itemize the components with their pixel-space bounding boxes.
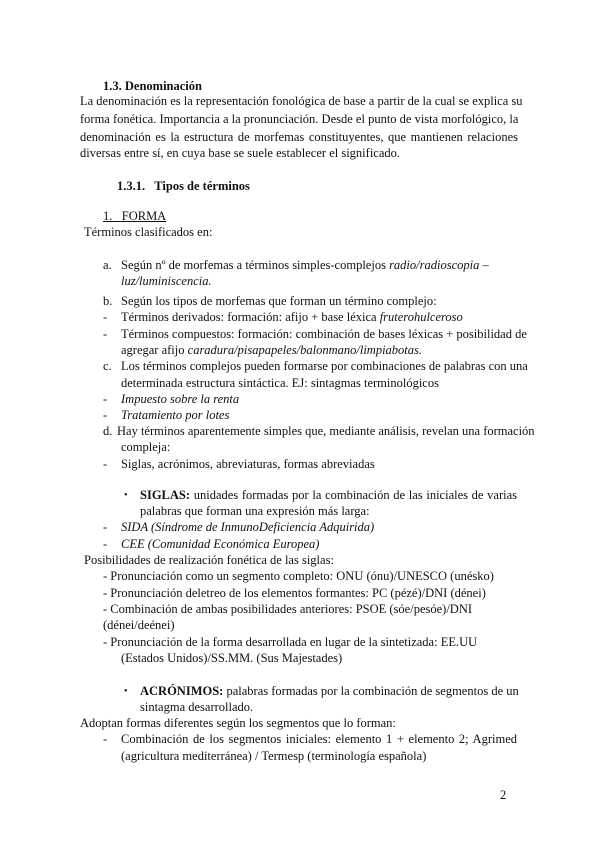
- acronimos-label: ACRÓNIMOS:: [140, 684, 224, 698]
- item-b2-cont: [121, 343, 422, 358]
- item-d-marker: d.: [103, 424, 113, 438]
- siglas-text: unidades formadas por la combinación de las iniciales de varias: [193, 488, 518, 502]
- item-c-example-1: Impuesto sobre la renta: [121, 392, 240, 406]
- dash: -: [103, 732, 108, 746]
- dash: -: [103, 408, 108, 422]
- siglas-example-1: SIDA (Síndrome de InmunoDeficiencia Adquirida): [121, 520, 375, 534]
- siglas-posibilidad-4: - Pronunciación de la forma desarrollada en lugar de la sintetizada: EE.UU: [103, 635, 478, 649]
- dash: -: [103, 520, 108, 534]
- item-b-text: Según los tipos de morfemas que forman un término complejo:: [121, 294, 437, 308]
- siglas-posibilidad-4-cont: (Estados Unidos)/SS.MM. (Sus Majestades): [121, 651, 343, 665]
- siglas-posibilidad-1: - Pronunciación como un segmento completo: ONU (ónu)/UNESCO (unésko): [103, 569, 494, 583]
- section-title: Denominación: [124, 79, 202, 93]
- item-b-marker: b.: [103, 294, 113, 308]
- item-b1-example: fruterohulceroso: [379, 310, 463, 324]
- acronimos-combinacion-1-cont: (agricultura mediterránea) / Termesp (terminología española): [121, 749, 427, 763]
- acronimos-definition: [140, 684, 517, 699]
- item-c-example-2: Tratamiento por lotes: [121, 408, 230, 422]
- subsection-number: 1.3.1.: [117, 179, 146, 193]
- dash: -: [103, 392, 108, 406]
- section-number: 1.3.: [103, 79, 122, 93]
- siglas-posibilidad-3-cont: (dénei/deénei): [103, 618, 175, 632]
- item-d-text: Hay términos aparentemente simples que, mediante análisis, revelan una formación: [117, 424, 535, 438]
- acronimos-definition-cont: sintagma desarrollado.: [140, 700, 254, 714]
- siglas-definition-cont: palabras que forman una expresión más larga:: [140, 504, 370, 518]
- item-d-cont: compleja:: [121, 440, 171, 454]
- paragraph-line-3: denominación es la estructura de morfemas constituyentes, que mantienen relaciones: [80, 130, 518, 144]
- item-a-example: radio/radioscopia: [389, 258, 480, 272]
- item-a-cont: luz/luminiscencia.: [121, 274, 212, 288]
- item-c-marker: c.: [103, 359, 112, 373]
- siglas-posibilidad-3: - Combinación de ambas posibilidades anteriores: PSOE (sóe/pesóe)/DNI: [103, 602, 473, 616]
- bullet-icon: •: [124, 490, 128, 501]
- paragraph-line-4: diversas entre sí, en cuya base se suele establecer el significado.: [80, 146, 401, 160]
- siglas-posibilidades: Posibilidades de realización fonética de las siglas:: [84, 553, 334, 567]
- acronimos-combinacion-1: Combinación de los segmentos iniciales: elemento 1 + elemento 2; Agrimed: [121, 732, 517, 746]
- bullet-icon: •: [124, 686, 128, 697]
- item-b2-cont-label: agregar afijo: [121, 343, 188, 357]
- item-b1: [121, 310, 463, 325]
- page-number: 2: [500, 788, 507, 802]
- subsection-heading: [117, 179, 250, 194]
- dash: -: [103, 310, 108, 324]
- forma-label: FORMA: [121, 209, 167, 223]
- item-c-cont: determinada estructura sintáctica. EJ: sintagmas terminológicos: [121, 376, 439, 390]
- forma-number: 1.: [103, 209, 113, 223]
- item-b2-example: caradura/pisapapeles/balonmano/limpiabotas.: [187, 343, 423, 357]
- item-a-marker: a.: [103, 258, 112, 272]
- subsection-title: Tipos de términos: [154, 179, 250, 193]
- siglas-posibilidad-2: - Pronunciación deletreo de los elementos formantes: PC (pézé)/DNI (dénei): [103, 586, 486, 600]
- dash: -: [103, 457, 108, 471]
- forma-heading: [103, 209, 166, 224]
- item-b2: Términos compuestos: formación: combinación de bases léxicas + posibilidad de: [121, 327, 527, 341]
- item-a-text: [121, 258, 489, 273]
- acronimos-adoptan: Adoptan formas diferentes según los segmentos que lo forman:: [80, 716, 396, 730]
- siglas-label: SIGLAS:: [140, 488, 191, 502]
- acronimos-text: palabras formadas por la combinación de segmentos de un: [226, 684, 519, 698]
- item-c-text: Los términos complejos pueden formarse por combinaciones de palabras con una: [121, 359, 528, 373]
- item-a-label: Según nº de morfemas a términos simples-complejos: [121, 258, 390, 272]
- dash: -: [103, 327, 108, 341]
- paragraph-line-1: La denominación es la representación fonológica de base a partir de la cual se explica su: [80, 94, 523, 108]
- dash: -: [103, 537, 108, 551]
- item-a-dash: –: [479, 258, 489, 272]
- section-heading: [103, 79, 202, 94]
- forma-intro: Términos clasificados en:: [84, 225, 213, 239]
- paragraph-line-2: forma fonética. Importancia a la pronunciación. Desde el punto de vista morfológico, la: [80, 112, 519, 126]
- siglas-definition: [140, 488, 517, 503]
- item-b1-label: Términos derivados: formación: afijo + base léxica: [121, 310, 380, 324]
- siglas-example-2: CEE (Comunidad Económica Europea): [121, 537, 320, 551]
- item-d1: Siglas, acrónimos, abreviaturas, formas abreviadas: [121, 457, 375, 471]
